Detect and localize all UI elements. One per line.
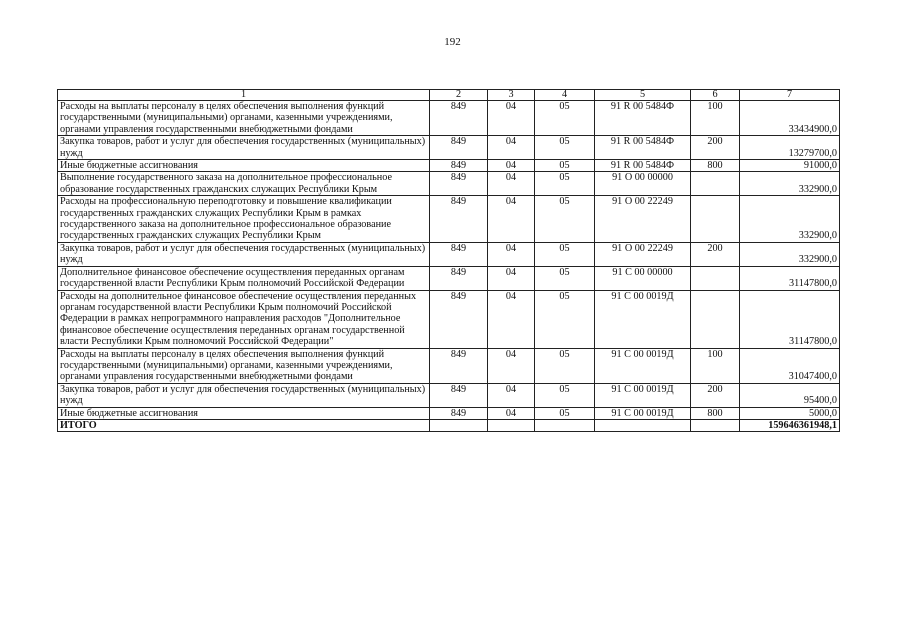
expense-type-cell: 200 bbox=[691, 383, 740, 407]
header-cell: 2 bbox=[430, 90, 488, 101]
grbs-cell: 849 bbox=[430, 160, 488, 172]
amount-cell: 5000,0 bbox=[740, 407, 840, 419]
grbs-cell: 849 bbox=[430, 266, 488, 290]
section-cell: 04 bbox=[488, 266, 535, 290]
expense-name-cell: Расходы на выплаты персоналу в целях обеспечения выполнения функций государственными (муниципальными) органами, казенными учреждениями, органами управления государственными внебюджетными фондами bbox=[58, 348, 430, 383]
page-number: 192 bbox=[444, 36, 461, 48]
expense-name-cell: Закупка товаров, работ и услуг для обеспечения государственных (муниципальных) нужд bbox=[58, 136, 430, 160]
expense-name-cell: Расходы на дополнительное финансовое обеспечение осуществления переданных органам государственной власти Республики Крым полномочий Российской Федерации в рамках непрограммного направления расходов "Дополнительное финансовое обеспечение осуществления переданных органам государственной власти Республики Крым полномочий Российской Федерации" bbox=[58, 290, 430, 348]
target-article-cell: 91 С 00 0019Д bbox=[595, 290, 691, 348]
section-cell: 04 bbox=[488, 290, 535, 348]
section-cell: 04 bbox=[488, 196, 535, 243]
expense-name-cell: Иные бюджетные ассигнования bbox=[58, 407, 430, 419]
expense-type-cell bbox=[691, 196, 740, 243]
header-row bbox=[58, 90, 840, 101]
target-article-cell: 91 О 00 22249 bbox=[595, 196, 691, 243]
section-cell: 04 bbox=[488, 242, 535, 266]
section-cell: 04 bbox=[488, 160, 535, 172]
expense-type-cell: 200 bbox=[691, 136, 740, 160]
section-cell: 04 bbox=[488, 136, 535, 160]
subsection-cell: 05 bbox=[535, 101, 595, 136]
expense-type-cell bbox=[691, 172, 740, 196]
total-empty-cell bbox=[595, 419, 691, 431]
table-row bbox=[58, 266, 840, 290]
table-row bbox=[58, 290, 840, 348]
header-cell: 4 bbox=[535, 90, 595, 101]
table-row bbox=[58, 242, 840, 266]
grbs-cell: 849 bbox=[430, 383, 488, 407]
subsection-cell: 05 bbox=[535, 348, 595, 383]
total-empty-cell bbox=[430, 419, 488, 431]
expense-type-cell: 100 bbox=[691, 101, 740, 136]
grbs-cell: 849 bbox=[430, 196, 488, 243]
subsection-cell: 05 bbox=[535, 242, 595, 266]
total-empty-cell bbox=[535, 419, 595, 431]
subsection-cell: 05 bbox=[535, 136, 595, 160]
amount-cell: 13279700,0 bbox=[740, 136, 840, 160]
target-article-cell: 91 С 00 0019Д bbox=[595, 407, 691, 419]
amount-cell: 95400,0 bbox=[740, 383, 840, 407]
table-row bbox=[58, 407, 840, 419]
total-amount: 159646361948,1 bbox=[740, 419, 840, 431]
target-article-cell: 91 R 00 5484Ф bbox=[595, 136, 691, 160]
subsection-cell: 05 bbox=[535, 290, 595, 348]
target-article-cell: 91 С 00 0019Д bbox=[595, 348, 691, 383]
amount-cell: 31147800,0 bbox=[740, 266, 840, 290]
budget-table bbox=[57, 89, 840, 432]
section-cell: 04 bbox=[488, 101, 535, 136]
table-row bbox=[58, 101, 840, 136]
expense-type-cell: 800 bbox=[691, 407, 740, 419]
expense-name-cell: Выполнение государственного заказа на дополнительное профессиональное образование государственных гражданских служащих Республики Крым bbox=[58, 172, 430, 196]
expense-name-cell: Иные бюджетные ассигнования bbox=[58, 160, 430, 172]
subsection-cell: 05 bbox=[535, 160, 595, 172]
section-cell: 04 bbox=[488, 172, 535, 196]
header-cell: 5 bbox=[595, 90, 691, 101]
expense-type-cell bbox=[691, 290, 740, 348]
target-article-cell: 91 R 00 5484Ф bbox=[595, 101, 691, 136]
grbs-cell: 849 bbox=[430, 101, 488, 136]
total-label: ИТОГО bbox=[58, 419, 430, 431]
total-row bbox=[58, 419, 840, 431]
table-row bbox=[58, 196, 840, 243]
amount-cell: 31147800,0 bbox=[740, 290, 840, 348]
target-article-cell: 91 R 00 5484Ф bbox=[595, 160, 691, 172]
grbs-cell: 849 bbox=[430, 407, 488, 419]
grbs-cell: 849 bbox=[430, 242, 488, 266]
expense-name-cell: Закупка товаров, работ и услуг для обеспечения государственных (муниципальных) нужд bbox=[58, 383, 430, 407]
target-article-cell: 91 С 00 00000 bbox=[595, 266, 691, 290]
target-article-cell: 91 О 00 22249 bbox=[595, 242, 691, 266]
subsection-cell: 05 bbox=[535, 407, 595, 419]
expense-type-cell: 800 bbox=[691, 160, 740, 172]
expense-name-cell: Расходы на профессиональную переподготовку и повышение квалификации государственных гражданских служащих Республики Крым в рамках государственного заказа на дополнительное профессиональное образование государственных гражданских служащих Республики Крым bbox=[58, 196, 430, 243]
total-empty-cell bbox=[691, 419, 740, 431]
expense-type-cell: 100 bbox=[691, 348, 740, 383]
amount-cell: 31047400,0 bbox=[740, 348, 840, 383]
grbs-cell: 849 bbox=[430, 290, 488, 348]
table-row bbox=[58, 172, 840, 196]
table-row bbox=[58, 136, 840, 160]
header-cell: 6 bbox=[691, 90, 740, 101]
expense-type-cell bbox=[691, 266, 740, 290]
amount-cell: 33434900,0 bbox=[740, 101, 840, 136]
amount-cell: 332900,0 bbox=[740, 242, 840, 266]
expense-name-cell: Расходы на выплаты персоналу в целях обеспечения выполнения функций государственными (муниципальными) органами, казенными учреждениями, органами управления государственными внебюджетными фондами bbox=[58, 101, 430, 136]
subsection-cell: 05 bbox=[535, 383, 595, 407]
target-article-cell: 91 С 00 0019Д bbox=[595, 383, 691, 407]
subsection-cell: 05 bbox=[535, 266, 595, 290]
expense-type-cell: 200 bbox=[691, 242, 740, 266]
subsection-cell: 05 bbox=[535, 196, 595, 243]
header-cell: 3 bbox=[488, 90, 535, 101]
table-row bbox=[58, 348, 840, 383]
amount-cell: 332900,0 bbox=[740, 196, 840, 243]
header-cell: 7 bbox=[740, 90, 840, 101]
section-cell: 04 bbox=[488, 383, 535, 407]
grbs-cell: 849 bbox=[430, 136, 488, 160]
table-row bbox=[58, 383, 840, 407]
expense-name-cell: Дополнительное финансовое обеспечение осуществления переданных органам государственной власти Республики Крым полномочий Российской Федерации bbox=[58, 266, 430, 290]
amount-cell: 332900,0 bbox=[740, 172, 840, 196]
section-cell: 04 bbox=[488, 407, 535, 419]
section-cell: 04 bbox=[488, 348, 535, 383]
subsection-cell: 05 bbox=[535, 172, 595, 196]
target-article-cell: 91 О 00 00000 bbox=[595, 172, 691, 196]
grbs-cell: 849 bbox=[430, 348, 488, 383]
header-cell: 1 bbox=[58, 90, 430, 101]
expense-name-cell: Закупка товаров, работ и услуг для обеспечения государственных (муниципальных) нужд bbox=[58, 242, 430, 266]
table-row bbox=[58, 160, 840, 172]
total-empty-cell bbox=[488, 419, 535, 431]
grbs-cell: 849 bbox=[430, 172, 488, 196]
amount-cell: 91000,0 bbox=[740, 160, 840, 172]
